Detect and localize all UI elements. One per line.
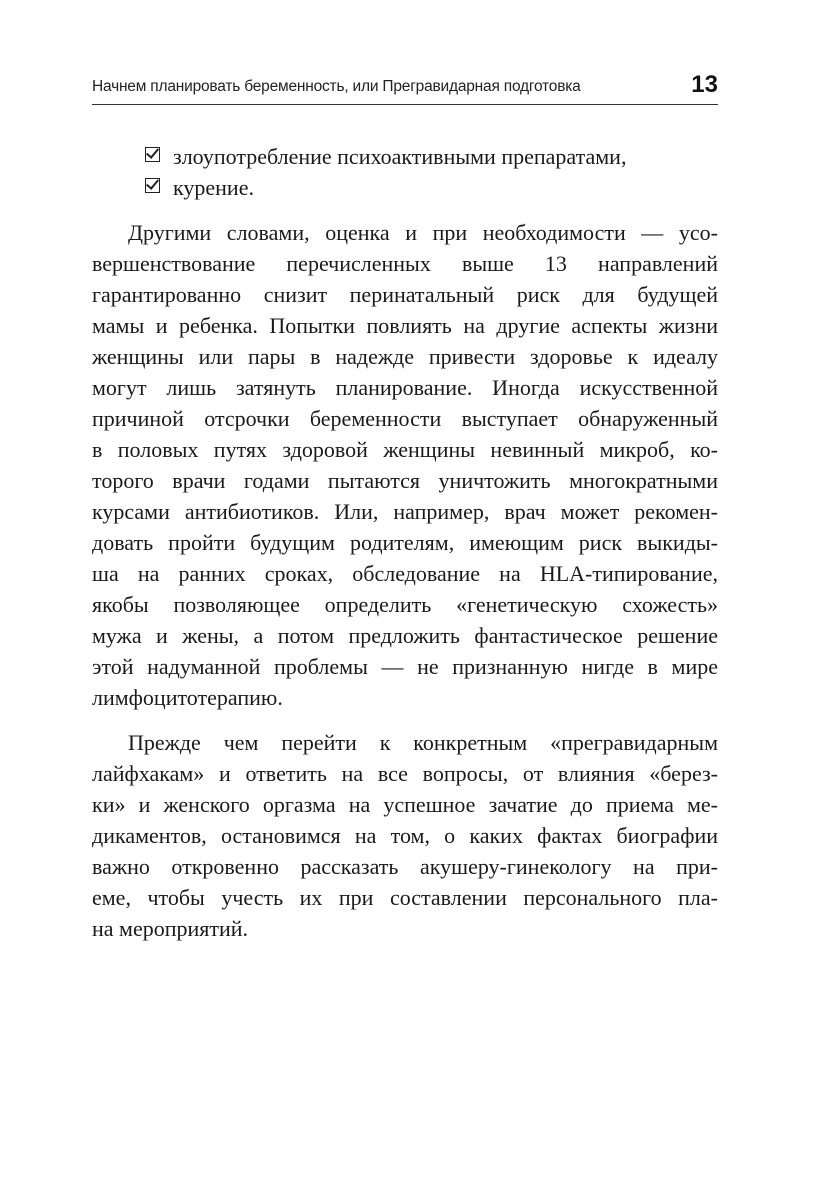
paragraph: [92, 727, 718, 944]
header-rule: [92, 104, 718, 105]
text-line: якобы позволяющее определить «генетическую схожесть»: [92, 592, 718, 617]
checklist-item: [145, 141, 718, 172]
text-line: лайфхакам» и ответить на все вопросы, от влияния «берез-: [92, 761, 718, 786]
text-line: торого врачи годами пытаются уничтожить многократными: [92, 468, 718, 493]
text-line: этой надуманной проблемы — не признанную нигде в мире: [92, 654, 718, 679]
text-line: причиной отсрочки беременности выступает обнаруженный: [92, 406, 718, 431]
checkbox-checked-icon: [145, 178, 160, 193]
text-line: Другими словами, оценка и при необходимости — усо-: [128, 220, 718, 245]
page-body: [92, 141, 718, 958]
text-line: дикаментов, остановимся на том, о каких фактах биографии: [92, 823, 718, 848]
running-title: Начнем планировать беременность, или Прегравидарная подготовка: [92, 78, 581, 95]
checkbox-checked-icon: [145, 147, 160, 162]
text-line: важно откровенно рассказать акушеру-гинекологу на при-: [92, 854, 718, 879]
text-line: еме, чтобы учесть их при составлении персонального пла-: [92, 885, 718, 910]
text-line: довать пройти будущим родителям, имеющим риск выкиды-: [92, 530, 718, 555]
checklist-item-text: курение.: [173, 175, 254, 200]
page-number: 13: [691, 71, 718, 98]
text-line: женщины или пары в надежде привести здоровье к идеалу: [92, 344, 718, 369]
text-line: вершенствование перечисленных выше 13 направлений: [92, 251, 718, 276]
text-line: курсами антибиотиков. Или, например, врач может рекомен-: [92, 499, 718, 524]
text-line: лимфоцитотерапию.: [92, 685, 283, 710]
checklist-item-text: злоупотребление психоактивными препаратами,: [173, 144, 627, 169]
running-head: [92, 70, 718, 102]
text-line: мужа и жены, а потом предложить фантастическое решение: [92, 623, 718, 648]
paragraph: [92, 217, 718, 713]
text-line: ки» и женского оргазма на успешное зачатие до приема ме-: [92, 792, 718, 817]
text-line: в половых путях здоровой женщины невинный микроб, ко-: [92, 437, 718, 462]
text-line: мамы и ребенка. Попытки повлиять на другие аспекты жизни: [92, 313, 718, 338]
text-line: ша на ранних сроках, обследование на HLA-типирование,: [92, 561, 718, 586]
text-line: могут лишь затянуть планирование. Иногда искусственной: [92, 375, 718, 400]
checklist: [92, 141, 718, 203]
checklist-item: [145, 172, 718, 203]
text-line: гарантированно снизит перинатальный риск для будущей: [92, 282, 718, 307]
text-line: Прежде чем перейти к конкретным «прегравидарным: [128, 730, 718, 755]
text-line: на мероприятий.: [92, 916, 249, 941]
